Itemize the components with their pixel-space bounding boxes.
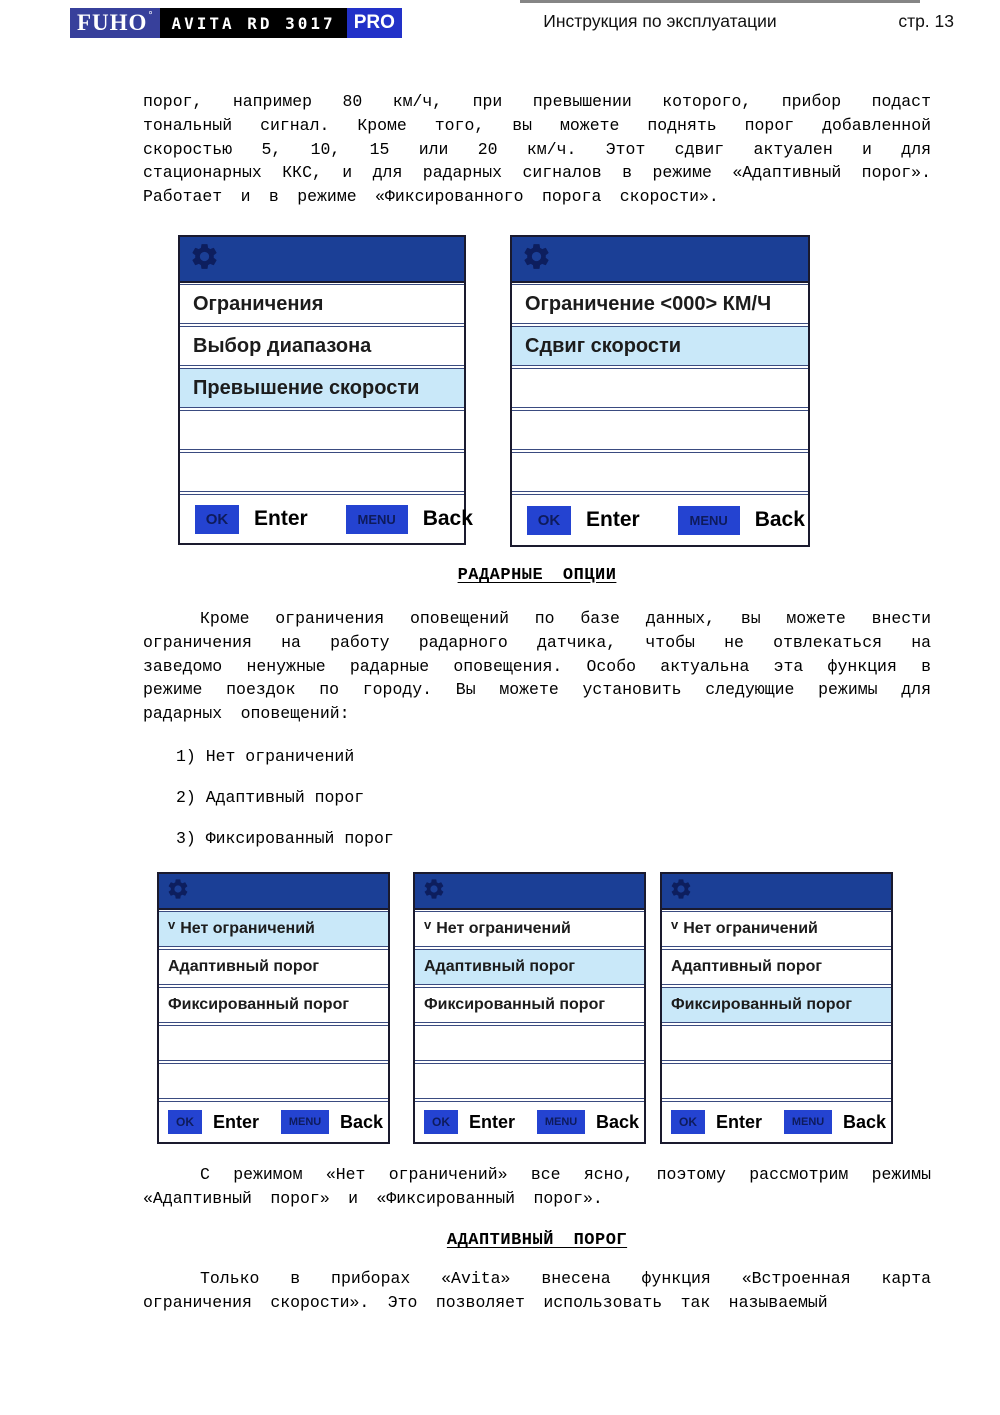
menu-footer	[662, 1101, 891, 1142]
logo-fuho: FUHO °	[70, 8, 160, 38]
menu-footer	[512, 494, 808, 545]
menu-item-empty	[159, 1025, 388, 1061]
paragraph-threshold: порог, например 80 км/ч, при превышении которого, прибор подаст тональный сигнал. Кроме того, вы можете поднять порог добавленной скоростью 5, 10, 15 или 20 км/ч. Этот сдвиг актуален и для стационарных ККС, и для радарных сигналов в режиме «Адаптивный порог». Работает и в режиме «Фиксированного порога скорости».	[143, 92, 931, 207]
menu-item: Ограничение <000> КМ/Ч	[512, 284, 808, 324]
menu-button: MENU	[346, 505, 408, 534]
menu-item-empty	[180, 452, 464, 492]
menu-item-empty	[512, 452, 808, 492]
radar-mode-menu-none	[157, 872, 390, 1144]
ok-button: OK	[195, 505, 239, 534]
menu-button: MENU	[678, 506, 740, 535]
menu-footer	[415, 1101, 644, 1142]
enter-label: Enter	[254, 507, 308, 530]
menu-item-highlighted: Фиксированный порог	[662, 987, 891, 1023]
menu-item-highlighted: v Нет ограничений	[159, 911, 388, 947]
back-label: Back	[422, 507, 473, 530]
page-number: стр. 13	[898, 11, 954, 31]
menu-item-highlighted: Превышение скорости	[180, 368, 464, 408]
menu-item: Выбор диапазона	[180, 326, 464, 366]
menu-item-empty	[159, 1063, 388, 1099]
gear-icon	[189, 241, 220, 277]
list-item: 2) Адаптивный порог	[176, 788, 365, 807]
paragraph-adaptive-intro: Только в приборах «Avita» внесена функция «Встроенная карта ограничения скорости». Это позволяет использовать так называемый	[143, 1269, 931, 1312]
menu-footer	[159, 1101, 388, 1142]
check-mark: v	[671, 916, 679, 932]
speed-limit-menu-screenshot	[510, 235, 810, 547]
menu-item: v Нет ограничений	[415, 911, 644, 947]
menu-item-empty	[180, 410, 464, 450]
menu-item: v Нет ограничений	[662, 911, 891, 947]
limits-menu-screenshot	[178, 235, 473, 545]
menu-item-empty	[512, 368, 808, 408]
enter-label: Enter	[213, 1111, 260, 1132]
header-top-rule	[520, 0, 920, 3]
enter-label: Enter	[586, 508, 640, 531]
radar-modes-list	[176, 747, 394, 870]
menu-header-bar	[512, 237, 808, 283]
radar-mode-menu-adaptive	[413, 872, 646, 1144]
check-mark: v	[424, 916, 432, 932]
menu-item-empty	[662, 1063, 891, 1099]
menu-header-bar	[662, 874, 891, 910]
menu-item-highlighted: Сдвиг скорости	[512, 326, 808, 366]
ok-button: OK	[527, 506, 571, 535]
gear-icon	[669, 877, 693, 906]
menu-header-bar	[180, 237, 464, 283]
back-label: Back	[596, 1111, 640, 1132]
ok-button: OK	[424, 1110, 458, 1134]
section-heading-radar-options: РАДАРНЫЕ ОПЦИИ	[457, 566, 617, 585]
list-item: 1) Нет ограничений	[176, 747, 355, 766]
gear-icon	[521, 241, 552, 277]
menu-button: MENU	[281, 1110, 329, 1134]
ok-button: OK	[671, 1110, 705, 1134]
menu-item: Адаптивный порог	[159, 949, 388, 985]
radar-mode-menu-fixed	[660, 872, 893, 1144]
menu-item-empty	[415, 1063, 644, 1099]
menu-header-bar	[159, 874, 388, 910]
menu-item-highlighted: Адаптивный порог	[415, 949, 644, 985]
ok-button: OK	[168, 1110, 202, 1134]
menu-button: MENU	[537, 1110, 585, 1134]
menu-item: Фиксированный порог	[159, 987, 388, 1023]
gear-icon	[166, 877, 190, 906]
menu-item-empty	[662, 1025, 891, 1061]
brand-logo	[70, 8, 402, 38]
check-mark: v	[168, 916, 176, 932]
section-heading-adaptive-threshold: АДАПТИВНЫЙ ПОРОГ	[446, 1231, 628, 1250]
paragraph-modes-summary: С режимом «Нет ограничений» все ясно, поэтому рассмотрим режимы «Адаптивный порог» и «Фиксированный порог».	[143, 1165, 931, 1208]
menu-item: Адаптивный порог	[662, 949, 891, 985]
enter-label: Enter	[469, 1111, 516, 1132]
back-label: Back	[754, 508, 805, 531]
menu-item: Фиксированный порог	[415, 987, 644, 1023]
logo-pro-badge: PRO	[347, 8, 402, 38]
menu-item-empty	[512, 410, 808, 450]
degree-mark: °	[148, 9, 154, 21]
back-label: Back	[340, 1111, 384, 1132]
gear-icon	[422, 877, 446, 906]
menu-header-bar	[415, 874, 644, 910]
enter-label: Enter	[716, 1111, 763, 1132]
list-item: 3) Фиксированный порог	[176, 829, 394, 848]
document-title: Инструкция по эксплуатации	[543, 11, 777, 31]
menu-footer	[180, 494, 473, 543]
menu-item: Ограничения	[180, 284, 464, 324]
back-label: Back	[843, 1111, 887, 1132]
paragraph-radar-options: Кроме ограничения оповещений по базе данных, вы можете внести ограничения на работу радарного датчика, чтобы не отвлекаться на заведомо ненужные радарные оповещения. Особо актуальна эта функция в режиме поездок по городу. Вы можете установить следующие режимы для радарных оповещений:	[143, 609, 931, 724]
menu-button: MENU	[784, 1110, 832, 1134]
logo-model: AVITA RD 3017	[160, 8, 346, 38]
menu-item-empty	[415, 1025, 644, 1061]
